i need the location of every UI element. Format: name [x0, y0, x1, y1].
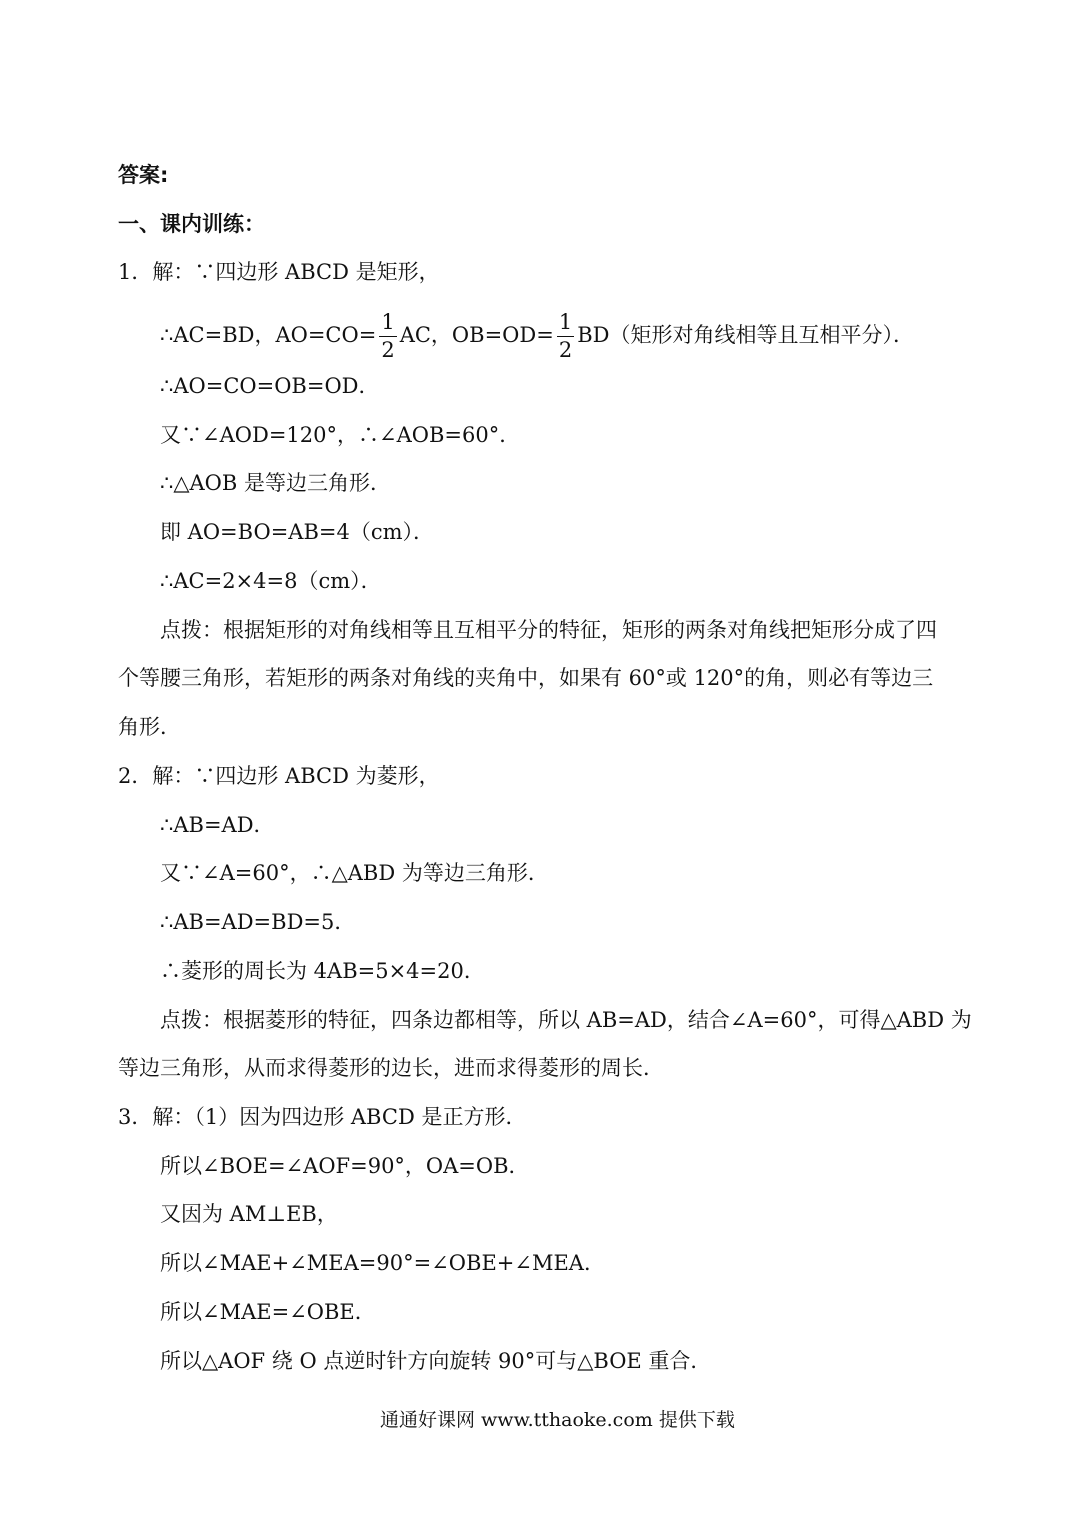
fraction-numerator: 1	[379, 312, 396, 337]
q2-tip-line-1: 点拨：根据菱形的特征，四条边都相等，所以 AB=AD，结合∠A=60°，可得△ABD 为	[160, 1008, 972, 1032]
q1-line-2a: ∴AC=BD，AO=CO=	[160, 323, 377, 347]
fraction-denominator: 2	[558, 338, 573, 362]
q1-tip-line-1: 点拨：根据矩形的对角线相等且互相平分的特征，矩形的两条对角线把矩形分成了四	[160, 618, 937, 642]
q2-line-5: ∴菱形的周长为 4AB=5×4=20．	[160, 959, 485, 983]
answer-heading: 答案:	[118, 163, 169, 187]
q1-tip-line-3: 角形．	[118, 715, 181, 739]
section-title: 一、课内训练：	[118, 212, 265, 236]
q2-line-2: ∴AB=AD．	[160, 813, 275, 837]
fraction-half-1	[379, 312, 396, 361]
q1-line-2c: BD（矩形对角线相等且互相平分）．	[577, 323, 914, 347]
q1-line-6: 即 AO=BO=AB=4（cm）．	[160, 520, 435, 544]
fraction-numerator: 1	[557, 312, 574, 337]
q1-line-1: 1．解：∵四边形 ABCD 是矩形，	[118, 260, 440, 284]
q1-line-3: ∴AO=CO=OB=OD．	[160, 374, 380, 398]
q3-line-1: 3．解：（1）因为四边形 ABCD 是正方形．	[118, 1105, 527, 1129]
q3-line-6: 所以△AOF 绕 O 点逆时针方向旋转 90°可与△BOE 重合．	[160, 1349, 712, 1373]
q3-line-3: 又因为 AM⊥EB，	[160, 1202, 338, 1226]
q3-line-5: 所以∠MAE=∠OBE．	[160, 1300, 376, 1324]
q3-line-4: 所以∠MAE+∠MEA=90°=∠OBE+∠MEA．	[160, 1251, 605, 1275]
q1-tip-line-2: 个等腰三角形，若矩形的两条对角线的夹角中，如果有 60°或 120°的角，则必有等边三	[118, 666, 934, 690]
q2-tip-line-2: 等边三角形，从而求得菱形的边长，进而求得菱形的周长．	[118, 1056, 664, 1080]
page-footer: 通通好课网 www.tthaoke.com 提供下载	[380, 1409, 735, 1431]
q2-line-1: 2．解：∵四边形 ABCD 为菱形，	[118, 764, 440, 788]
q1-line-4: 又∵∠AOD=120°，∴∠AOB=60°．	[160, 423, 521, 447]
q1-line-7: ∴AC=2×4=8（cm）．	[160, 569, 382, 593]
fraction-denominator: 2	[381, 338, 395, 362]
q2-line-3: 又∵∠A=60°，∴△ABD 为等边三角形．	[160, 861, 549, 885]
q3-line-2: 所以∠BOE=∠AOF=90°，OA=OB．	[160, 1154, 530, 1178]
q1-line-5: ∴△AOB 是等边三角形．	[160, 471, 391, 495]
q2-line-4: ∴AB=AD=BD=5．	[160, 910, 356, 934]
q1-line-2	[160, 312, 914, 361]
q1-line-2b: AC，OB=OD=	[399, 323, 554, 347]
fraction-half-2	[557, 312, 574, 361]
